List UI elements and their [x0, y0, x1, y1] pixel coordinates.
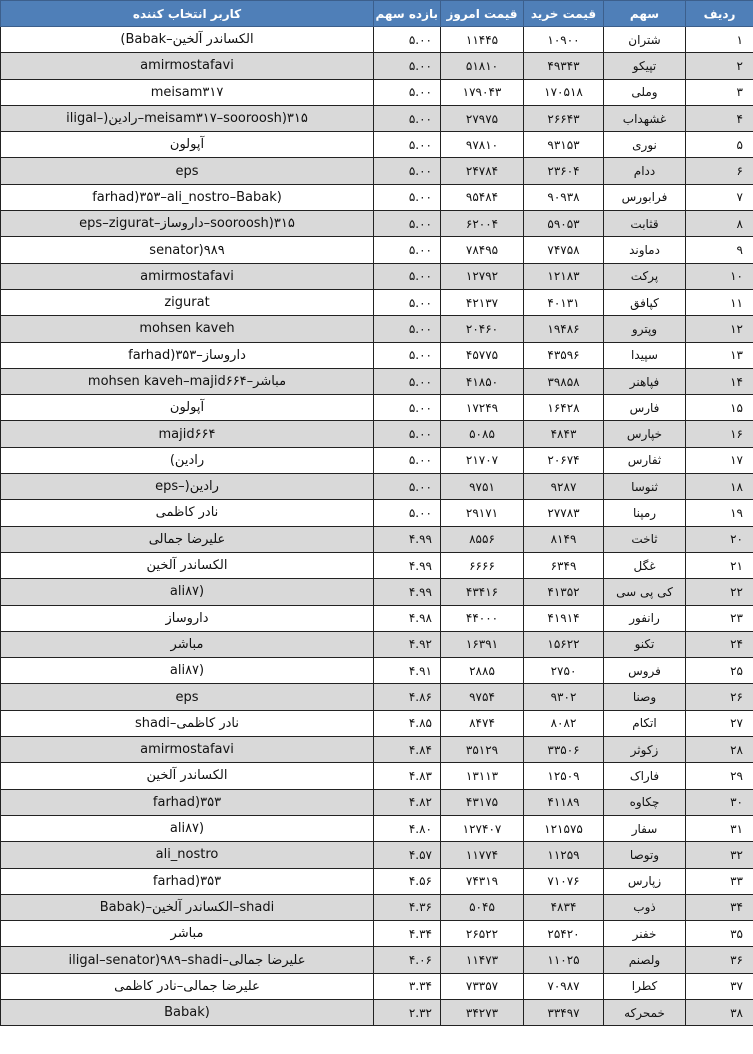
cell-symbol: ثاخت: [604, 526, 686, 552]
cell-today-price: ۲۷۹۷۵: [441, 105, 524, 131]
cell-symbol: کپافق: [604, 289, 686, 315]
cell-return: ۴.۰۶: [374, 947, 441, 973]
table-row: [1, 552, 753, 578]
cell-return: ۵.۰۰: [374, 132, 441, 158]
cell-symbol: شتران: [604, 27, 686, 53]
table-row: [1, 894, 753, 920]
cell-index: ۱۶: [686, 421, 753, 447]
cell-today-price: ۷۸۴۹۵: [441, 237, 524, 263]
cell-symbol: وملی: [604, 79, 686, 105]
cell-selector: amirmostafavi: [1, 737, 374, 763]
table-row: [1, 158, 753, 184]
cell-selector: farhad)۳۵۳–ali_nostro–Babak): [1, 184, 374, 210]
cell-buy-price: ۱۶۴۲۸: [524, 395, 604, 421]
cell-index: ۱: [686, 27, 753, 53]
cell-buy-price: ۲۷۷۸۳: [524, 500, 604, 526]
cell-symbol: فارس: [604, 395, 686, 421]
cell-index: ۲۱: [686, 552, 753, 578]
cell-today-price: ۱۲۷۹۲: [441, 263, 524, 289]
cell-return: ۵.۰۰: [374, 368, 441, 394]
cell-buy-price: ۱۹۴۸۶: [524, 316, 604, 342]
table-row: [1, 289, 753, 315]
cell-selector: amirmostafavi: [1, 263, 374, 289]
cell-index: ۲۲: [686, 579, 753, 605]
table-row: [1, 710, 753, 736]
cell-selector: علیرضا جمالی–نادر کاظمی: [1, 973, 374, 999]
cell-index: ۲۰: [686, 526, 753, 552]
cell-symbol: فرابورس: [604, 184, 686, 210]
table-row: [1, 500, 753, 526]
cell-return: ۵.۰۰: [374, 105, 441, 131]
table-row: [1, 842, 753, 868]
cell-symbol: قثابت: [604, 211, 686, 237]
cell-symbol: زکوثر: [604, 737, 686, 763]
cell-selector: mohsen kaveh: [1, 316, 374, 342]
cell-index: ۱۴: [686, 368, 753, 394]
cell-index: ۲۸: [686, 737, 753, 763]
cell-today-price: ۲۱۷۰۷: [441, 447, 524, 473]
cell-symbol: ثنوسا: [604, 474, 686, 500]
cell-buy-price: ۱۱۲۵۹: [524, 842, 604, 868]
cell-selector: zigurat: [1, 289, 374, 315]
cell-today-price: ۹۷۵۱: [441, 474, 524, 500]
cell-buy-price: ۱۵۶۲۲: [524, 631, 604, 657]
cell-buy-price: ۴۸۴۳: [524, 421, 604, 447]
cell-symbol: خپارس: [604, 421, 686, 447]
table-row: [1, 631, 753, 657]
cell-index: ۱۷: [686, 447, 753, 473]
cell-index: ۳۵: [686, 921, 753, 947]
cell-symbol: نوری: [604, 132, 686, 158]
cell-symbol: ثفارس: [604, 447, 686, 473]
table-row: [1, 868, 753, 894]
cell-buy-price: ۲۰۶۷۴: [524, 447, 604, 473]
cell-selector: majid۶۶۴: [1, 421, 374, 447]
cell-selector: ali_nostro: [1, 842, 374, 868]
cell-selector: ali۸۷): [1, 579, 374, 605]
cell-buy-price: ۶۳۴۹: [524, 552, 604, 578]
cell-buy-price: ۱۲۵۰۹: [524, 763, 604, 789]
cell-today-price: ۹۷۵۴: [441, 684, 524, 710]
cell-return: ۳.۳۴: [374, 973, 441, 999]
table-row: [1, 763, 753, 789]
cell-selector: farhad)۳۵۳: [1, 868, 374, 894]
cell-buy-price: ۷۱۰۷۶: [524, 868, 604, 894]
cell-today-price: ۲۶۵۲۲: [441, 921, 524, 947]
table-row: [1, 316, 753, 342]
header-buy-price: قیمت خرید: [524, 1, 604, 27]
cell-selector: eps–zigurat–داروساز–sooroosh)۳۱۵: [1, 211, 374, 237]
cell-return: ۵.۰۰: [374, 263, 441, 289]
cell-return: ۵.۰۰: [374, 184, 441, 210]
table-row: [1, 53, 753, 79]
cell-today-price: ۲۹۱۷۱: [441, 500, 524, 526]
cell-selector: shadi–نادر کاظمی: [1, 710, 374, 736]
cell-symbol: خفنر: [604, 921, 686, 947]
cell-selector: Babak)–الکساندر آلخین–shadi: [1, 894, 374, 920]
cell-return: ۴.۵۶: [374, 868, 441, 894]
cell-return: ۵.۰۰: [374, 27, 441, 53]
cell-symbol: ددام: [604, 158, 686, 184]
cell-symbol: فپاهنر: [604, 368, 686, 394]
cell-buy-price: ۹۳۱۵۳: [524, 132, 604, 158]
cell-symbol: ولصنم: [604, 947, 686, 973]
cell-return: ۴.۸۰: [374, 815, 441, 841]
cell-selector: iligal–)رادین–meisam۳۱۷–sooroosh)۳۱۵: [1, 105, 374, 131]
cell-today-price: ۷۴۳۱۹: [441, 868, 524, 894]
cell-return: ۵.۰۰: [374, 342, 441, 368]
cell-today-price: ۲۸۸۵: [441, 658, 524, 684]
cell-buy-price: ۴۱۹۱۴: [524, 605, 604, 631]
cell-return: ۵.۰۰: [374, 79, 441, 105]
cell-buy-price: ۲۷۵۰: [524, 658, 604, 684]
cell-index: ۲۶: [686, 684, 753, 710]
cell-index: ۱۱: [686, 289, 753, 315]
cell-selector: رادین): [1, 447, 374, 473]
cell-symbol: سپیدا: [604, 342, 686, 368]
cell-today-price: ۸۴۷۴: [441, 710, 524, 736]
cell-selector: الکساندر آلخین: [1, 552, 374, 578]
table-row: [1, 658, 753, 684]
cell-today-price: ۶۲۰۰۴: [441, 211, 524, 237]
cell-symbol: تکنو: [604, 631, 686, 657]
cell-symbol: چکاوه: [604, 789, 686, 815]
cell-symbol: زپارس: [604, 868, 686, 894]
cell-symbol: وپترو: [604, 316, 686, 342]
cell-symbol: وتوصا: [604, 842, 686, 868]
cell-buy-price: ۳۳۵۰۶: [524, 737, 604, 763]
cell-selector: iligal–senator)۹۸۹–shadi–علیرضا جمالی: [1, 947, 374, 973]
cell-index: ۱۳: [686, 342, 753, 368]
cell-index: ۲۷: [686, 710, 753, 736]
cell-index: ۱۰: [686, 263, 753, 289]
table-row: [1, 789, 753, 815]
cell-buy-price: ۲۵۴۲۰: [524, 921, 604, 947]
cell-return: ۲.۳۲: [374, 999, 441, 1025]
cell-index: ۱۲: [686, 316, 753, 342]
cell-buy-price: ۹۳۰۲: [524, 684, 604, 710]
table-row: [1, 447, 753, 473]
cell-symbol: کی پی سی: [604, 579, 686, 605]
cell-return: ۴.۳۴: [374, 921, 441, 947]
table-row: [1, 999, 753, 1025]
cell-today-price: ۴۴۰۰۰: [441, 605, 524, 631]
cell-selector: داروساز: [1, 605, 374, 631]
cell-today-price: ۴۳۴۱۶: [441, 579, 524, 605]
cell-selector: ali۸۷): [1, 658, 374, 684]
cell-return: ۵.۰۰: [374, 421, 441, 447]
table-row: [1, 105, 753, 131]
cell-index: ۷: [686, 184, 753, 210]
cell-return: ۴.۹۸: [374, 605, 441, 631]
cell-return: ۵.۰۰: [374, 395, 441, 421]
cell-symbol: فاراک: [604, 763, 686, 789]
cell-buy-price: ۷۴۷۵۸: [524, 237, 604, 263]
cell-index: ۳۴: [686, 894, 753, 920]
cell-buy-price: ۱۷۰۵۱۸: [524, 79, 604, 105]
cell-symbol: دماوند: [604, 237, 686, 263]
cell-index: ۳۶: [686, 947, 753, 973]
table-row: [1, 79, 753, 105]
cell-today-price: ۳۵۱۲۹: [441, 737, 524, 763]
cell-selector: الکساندر آلخین: [1, 763, 374, 789]
cell-today-price: ۴۲۱۳۷: [441, 289, 524, 315]
cell-symbol: ذوب: [604, 894, 686, 920]
table-row: [1, 737, 753, 763]
cell-selector: علیرضا جمالی: [1, 526, 374, 552]
table-row: [1, 263, 753, 289]
cell-buy-price: ۱۲۱۵۷۵: [524, 815, 604, 841]
cell-selector: مباشر: [1, 921, 374, 947]
cell-selector: meisam۳۱۷: [1, 79, 374, 105]
cell-selector: Babak): [1, 999, 374, 1025]
cell-buy-price: ۹۲۸۷: [524, 474, 604, 500]
cell-today-price: ۶۶۶۶: [441, 552, 524, 578]
table-row: [1, 815, 753, 841]
cell-buy-price: ۴۳۵۹۶: [524, 342, 604, 368]
cell-symbol: غگل: [604, 552, 686, 578]
cell-today-price: ۳۴۲۷۳: [441, 999, 524, 1025]
table-row: [1, 526, 753, 552]
cell-return: ۴.۹۲: [374, 631, 441, 657]
cell-buy-price: ۱۱۰۲۵: [524, 947, 604, 973]
cell-return: ۴.۹۹: [374, 552, 441, 578]
cell-selector: آپولون: [1, 132, 374, 158]
cell-index: ۳۷: [686, 973, 753, 999]
cell-return: ۵.۰۰: [374, 316, 441, 342]
table-row: [1, 684, 753, 710]
table-row: [1, 947, 753, 973]
cell-today-price: ۲۴۷۸۴: [441, 158, 524, 184]
cell-symbol: پرکت: [604, 263, 686, 289]
cell-return: ۵.۰۰: [374, 447, 441, 473]
cell-selector: الکساندر آلخین–Babak): [1, 27, 374, 53]
cell-symbol: فروس: [604, 658, 686, 684]
cell-today-price: ۸۵۵۶: [441, 526, 524, 552]
table-row: [1, 605, 753, 631]
cell-return: ۴.۳۶: [374, 894, 441, 920]
cell-return: ۵.۰۰: [374, 158, 441, 184]
cell-return: ۴.۹۹: [374, 526, 441, 552]
table-row: [1, 579, 753, 605]
table-row: [1, 27, 753, 53]
cell-index: ۳۲: [686, 842, 753, 868]
cell-index: ۱۹: [686, 500, 753, 526]
cell-symbol: سفار: [604, 815, 686, 841]
cell-symbol: وصنا: [604, 684, 686, 710]
cell-buy-price: ۴۱۳۵۲: [524, 579, 604, 605]
cell-today-price: ۱۷۹۰۴۳: [441, 79, 524, 105]
cell-index: ۱۵: [686, 395, 753, 421]
cell-return: ۴.۸۳: [374, 763, 441, 789]
cell-buy-price: ۳۳۴۹۷: [524, 999, 604, 1025]
cell-selector: eps–)رادین: [1, 474, 374, 500]
cell-today-price: ۲۰۴۶۰: [441, 316, 524, 342]
cell-selector: مباشر: [1, 631, 374, 657]
table-row: [1, 474, 753, 500]
cell-symbol: غشهداب: [604, 105, 686, 131]
cell-index: ۲۹: [686, 763, 753, 789]
table-row: [1, 132, 753, 158]
cell-buy-price: ۵۹۰۵۳: [524, 211, 604, 237]
cell-selector: eps: [1, 684, 374, 710]
cell-today-price: ۱۳۱۱۳: [441, 763, 524, 789]
cell-buy-price: ۲۶۶۴۳: [524, 105, 604, 131]
cell-index: ۴: [686, 105, 753, 131]
cell-selector: eps: [1, 158, 374, 184]
cell-today-price: ۱۶۳۹۱: [441, 631, 524, 657]
cell-buy-price: ۱۰۹۰۰: [524, 27, 604, 53]
cell-index: ۶: [686, 158, 753, 184]
cell-selector: amirmostafavi: [1, 53, 374, 79]
cell-return: ۴.۹۱: [374, 658, 441, 684]
cell-today-price: ۵۰۴۵: [441, 894, 524, 920]
table-row: [1, 237, 753, 263]
cell-symbol: تپیکو: [604, 53, 686, 79]
cell-selector: نادر کاظمی: [1, 500, 374, 526]
cell-buy-price: ۹۰۹۳۸: [524, 184, 604, 210]
cell-today-price: ۵۰۸۵: [441, 421, 524, 447]
header-today-price: قیمت امروز: [441, 1, 524, 27]
table-row: [1, 342, 753, 368]
table-row: [1, 184, 753, 210]
cell-today-price: ۹۷۸۱۰: [441, 132, 524, 158]
header-selector: کاربر انتخاب کننده: [1, 1, 374, 27]
cell-selector: farhad)۳۵۳: [1, 789, 374, 815]
cell-selector: senator)۹۸۹: [1, 237, 374, 263]
cell-buy-price: ۴۱۱۸۹: [524, 789, 604, 815]
cell-return: ۴.۵۷: [374, 842, 441, 868]
cell-buy-price: ۴۹۳۴۳: [524, 53, 604, 79]
cell-today-price: ۱۱۷۷۴: [441, 842, 524, 868]
table-body: [1, 27, 753, 1026]
cell-index: ۳۳: [686, 868, 753, 894]
cell-index: ۳۱: [686, 815, 753, 841]
cell-symbol: رانفور: [604, 605, 686, 631]
cell-index: ۹: [686, 237, 753, 263]
cell-return: ۴.۸۶: [374, 684, 441, 710]
cell-return: ۴.۹۹: [374, 579, 441, 605]
cell-index: ۵: [686, 132, 753, 158]
cell-today-price: ۹۵۴۸۴: [441, 184, 524, 210]
cell-buy-price: ۴۸۳۴: [524, 894, 604, 920]
table-row: [1, 973, 753, 999]
cell-buy-price: ۷۰۹۸۷: [524, 973, 604, 999]
cell-today-price: ۷۳۳۵۷: [441, 973, 524, 999]
header-index: ردیف: [686, 1, 753, 27]
cell-today-price: ۱۱۴۴۵: [441, 27, 524, 53]
cell-index: ۲: [686, 53, 753, 79]
cell-index: ۳۰: [686, 789, 753, 815]
table-row: [1, 921, 753, 947]
cell-index: ۸: [686, 211, 753, 237]
cell-index: ۲۵: [686, 658, 753, 684]
cell-symbol: خمحرکه: [604, 999, 686, 1025]
table-header-row: [1, 1, 753, 27]
table-row: [1, 211, 753, 237]
cell-return: ۵.۰۰: [374, 53, 441, 79]
cell-buy-price: ۱۲۱۸۳: [524, 263, 604, 289]
cell-return: ۵.۰۰: [374, 500, 441, 526]
cell-today-price: ۴۳۱۷۵: [441, 789, 524, 815]
cell-selector: آپولون: [1, 395, 374, 421]
cell-buy-price: ۳۹۸۵۸: [524, 368, 604, 394]
cell-index: ۲۳: [686, 605, 753, 631]
cell-symbol: اتکام: [604, 710, 686, 736]
cell-today-price: ۱۷۲۴۹: [441, 395, 524, 421]
cell-buy-price: ۴۰۱۳۱: [524, 289, 604, 315]
cell-today-price: ۱۲۷۴۰۷: [441, 815, 524, 841]
cell-index: ۲۴: [686, 631, 753, 657]
cell-symbol: رمپنا: [604, 500, 686, 526]
cell-today-price: ۴۱۸۵۰: [441, 368, 524, 394]
cell-buy-price: ۸۱۴۹: [524, 526, 604, 552]
cell-index: ۳: [686, 79, 753, 105]
table-row: [1, 368, 753, 394]
cell-symbol: کطرا: [604, 973, 686, 999]
cell-return: ۴.۸۴: [374, 737, 441, 763]
cell-index: ۱۸: [686, 474, 753, 500]
cell-selector: ali۸۷): [1, 815, 374, 841]
cell-return: ۵.۰۰: [374, 237, 441, 263]
cell-return: ۴.۸۲: [374, 789, 441, 815]
cell-index: ۳۸: [686, 999, 753, 1025]
cell-return: ۵.۰۰: [374, 289, 441, 315]
header-symbol: سهم: [604, 1, 686, 27]
cell-buy-price: ۲۳۶۰۴: [524, 158, 604, 184]
cell-today-price: ۱۱۴۷۳: [441, 947, 524, 973]
cell-return: ۵.۰۰: [374, 474, 441, 500]
cell-buy-price: ۸۰۸۲: [524, 710, 604, 736]
cell-selector: mohsen kaveh–majid۶۶۴–مباشر: [1, 368, 374, 394]
cell-today-price: ۴۵۷۷۵: [441, 342, 524, 368]
cell-selector: farhad)۳۵۳–داروساز: [1, 342, 374, 368]
header-return: بازده سهم: [374, 1, 441, 27]
cell-return: ۴.۸۵: [374, 710, 441, 736]
cell-today-price: ۵۱۸۱۰: [441, 53, 524, 79]
table-row: [1, 395, 753, 421]
cell-return: ۵.۰۰: [374, 211, 441, 237]
table-row: [1, 421, 753, 447]
